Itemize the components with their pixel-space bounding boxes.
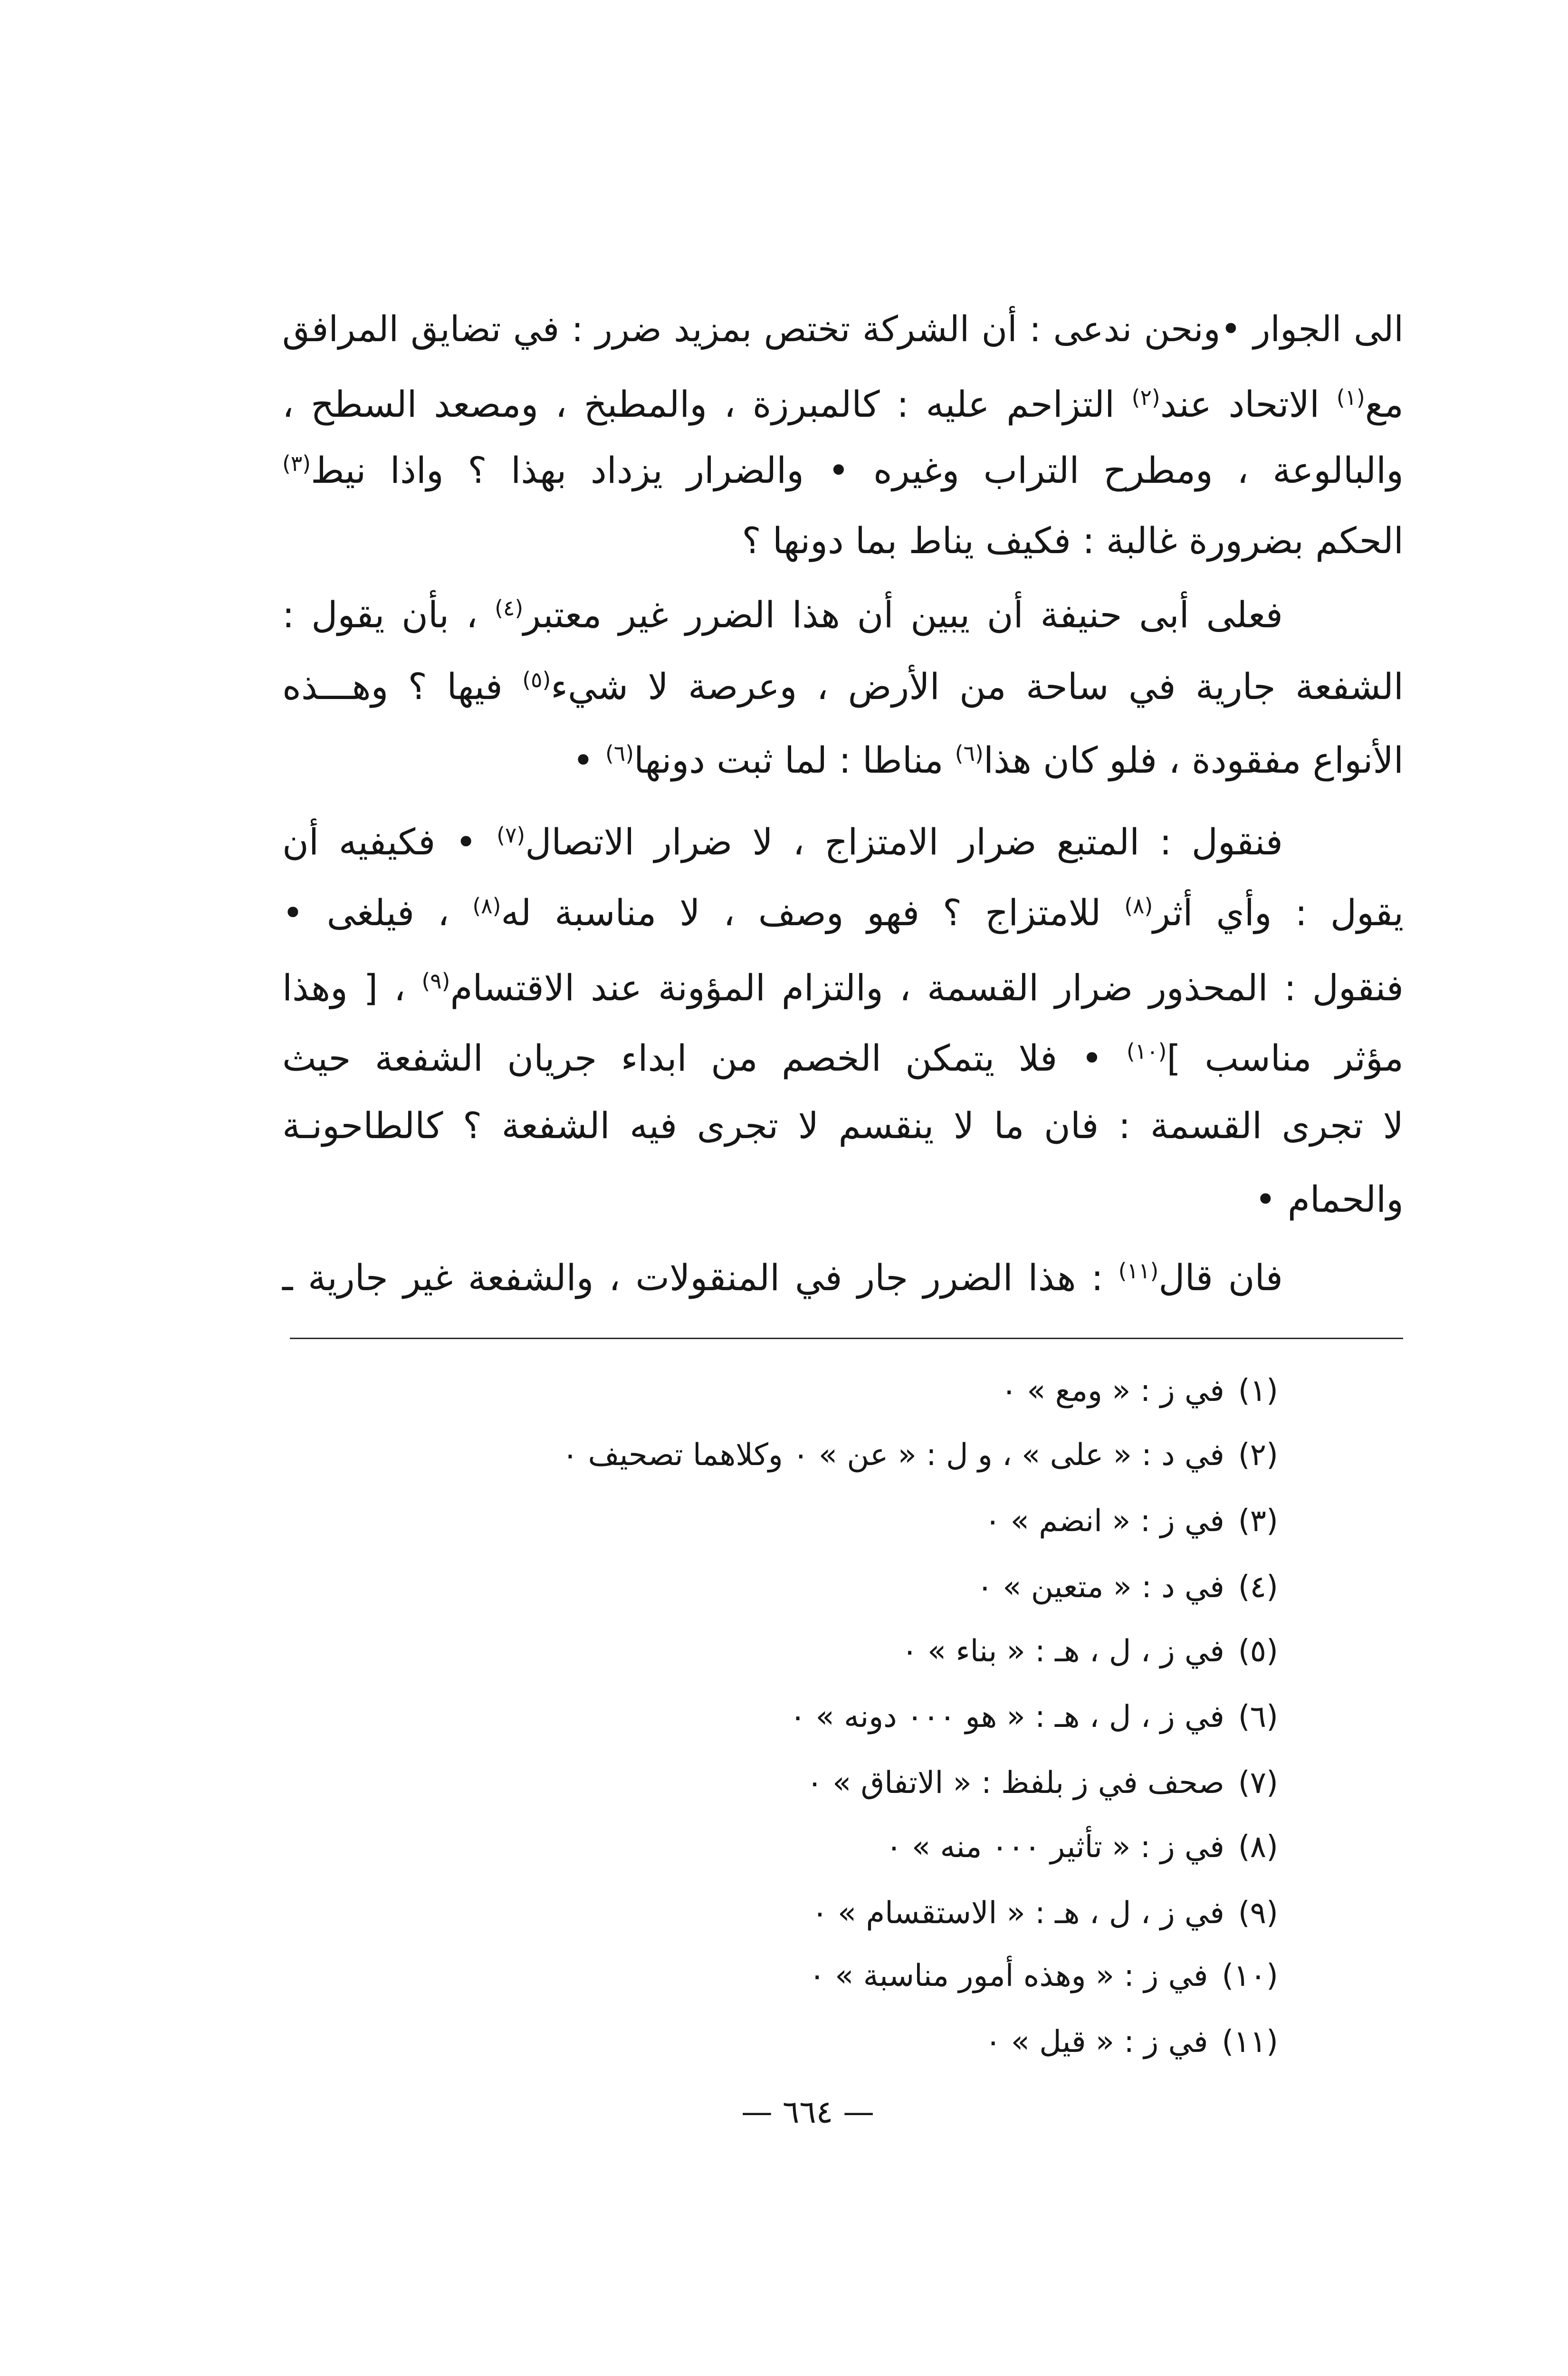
footnote-text: في ز : « قيل » ٠ [985, 2024, 1208, 2060]
line-text: : هذا الضرر جار في المنقولات ، والشفعة غير جارية ـ [282, 1256, 1119, 1299]
footnote-number: (٩) [1238, 1896, 1278, 1931]
line-text: ، [ وهذا [282, 967, 422, 1009]
footnote-text: في د : « متعين » ٠ [976, 1570, 1224, 1605]
line-text: ، بأن يقول : [282, 594, 495, 636]
footnote-ref: (٧) [497, 822, 526, 848]
line-text: فنقول : المحذور ضرار القسمة ، والتزام المؤونة عند الاقتسام [450, 967, 1404, 1009]
footnote [282, 1495, 1278, 1547]
footnote-ref: (٨) [472, 893, 501, 919]
footnote-number: (٥) [1238, 1634, 1278, 1669]
line-text: الى الجوار •ونحن ندعى : أن الشركة تختص بمزيد ضرر : في تضايق المرافق [282, 309, 1404, 350]
footnote [282, 1821, 1278, 1873]
footnote [282, 1887, 1278, 1939]
line-text: لا تجرى القسمة : فان ما لا ينقسم لا تجرى فيه الشفعة ؟ كالطاحونـة [282, 1104, 1404, 1147]
page-number: — ٦٦٤ — [741, 2094, 875, 2130]
body-line [282, 510, 1404, 572]
footnote-number: (٣) [1238, 1504, 1278, 1539]
line-content [282, 967, 1404, 1009]
body-line [282, 882, 1404, 944]
footnote-ref: (٩) [421, 968, 450, 994]
line-text: فعلى أبى حنيفة أن يبين أن هذا الضرر غير معتبر [523, 594, 1283, 636]
line-content [282, 891, 1404, 934]
footnote-text: في ز : « وهذه أمور مناسبة » ٠ [809, 1958, 1208, 1993]
line-content [282, 383, 1404, 425]
line-content [282, 594, 1283, 636]
line-text: فيها ؟ وهـــذه [282, 665, 523, 708]
line-text: مناطا : لما ثبت دونها [634, 739, 955, 781]
line-text: الاتحاد عند [1160, 383, 1337, 425]
footnote-text: في ز : « تأثير ٠٠٠ منه » ٠ [886, 1830, 1224, 1865]
line-content [282, 1256, 1283, 1299]
footnote-text: في ز ، ل ، هـ : « بناء » ٠ [901, 1634, 1224, 1669]
line-content [282, 449, 1404, 491]
footnote-number: (٦) [1238, 1699, 1278, 1734]
line-content [282, 821, 1283, 863]
line-content [282, 1037, 1404, 1079]
line-text: التزاحم عليه : كالمبرزة ، والمطبخ ، ومصعد السطح ، [282, 383, 1132, 425]
body-line [282, 1247, 1283, 1309]
footnote [282, 2016, 1278, 2068]
footnote-number: (٨) [1238, 1830, 1278, 1865]
footnote [282, 1757, 1278, 1809]
footnote-ref: (٤) [495, 595, 524, 621]
body-line [282, 1095, 1404, 1157]
body-line [282, 584, 1283, 646]
footnote-rule [290, 1338, 1403, 1339]
line-text: فان قال [1158, 1256, 1283, 1299]
footnote-number: (٤) [1238, 1570, 1278, 1605]
footnote-ref: (١١) [1118, 1258, 1159, 1284]
footnote [282, 1950, 1278, 2002]
footnote [282, 1429, 1278, 1481]
body-line [282, 298, 1404, 360]
line-text: فنقول : المتبع ضرار الامتزاج ، لا ضرار الاتصال [525, 821, 1283, 863]
footnote-number: (١٠) [1222, 1958, 1278, 1993]
footnote-ref: (٨) [1124, 893, 1153, 919]
line-text: الأنواع مفقودة ، فلو كان هذا [983, 739, 1404, 781]
line-text: والبالوعة ، ومطرح التراب وغيره • والضرار يزداد بهذا ؟ واذا نيط [311, 449, 1404, 491]
line-text: • [572, 739, 605, 781]
body-line [282, 1169, 1404, 1230]
footnote-text: صحف في ز بلفظ : « الاتفاق » ٠ [806, 1765, 1224, 1801]
body-line [282, 656, 1404, 718]
footnote [282, 1625, 1278, 1677]
line-text: الحكم بضرورة غالبة : فكيف يناط بما دونها ؟ [742, 519, 1404, 562]
footnote-text: في د : « على » ، و ل : « عن » ٠ وكلاهما تصحيف ٠ [562, 1437, 1224, 1473]
line-text: والحمام • [1254, 1178, 1404, 1220]
line-text: مع [1365, 383, 1404, 425]
body-line [282, 1027, 1404, 1089]
footnote-number: (٧) [1238, 1765, 1278, 1801]
line-text: • فكيفيه أن [282, 821, 497, 863]
footnote-ref: (١٠) [1126, 1038, 1167, 1064]
body-line [282, 729, 1404, 791]
footnote-number: (١١) [1222, 2024, 1278, 2060]
line-text: مؤثر مناسب ] [1166, 1037, 1404, 1079]
footnote-ref: (٥) [522, 667, 551, 692]
line-content [282, 309, 1404, 350]
line-content [573, 739, 1404, 781]
line-content [282, 1104, 1404, 1147]
footnote-text: في ز ، ل ، هـ : « هو ٠٠٠ دونه » ٠ [789, 1699, 1224, 1734]
footnote-text: في ز : « انضم » ٠ [985, 1504, 1224, 1539]
footnote-ref: (٦) [955, 740, 984, 766]
footnote-ref: (٦) [605, 740, 634, 766]
footnote-ref: (٣) [282, 450, 311, 476]
footnote-ref: (٢) [1131, 384, 1160, 410]
footnote [282, 1365, 1278, 1417]
footnote-ref: (١) [1336, 384, 1365, 410]
line-content [282, 665, 1404, 708]
line-text: • فلا يتمكن الخصم من ابداء جريان الشفعة حيث [282, 1037, 1127, 1079]
line-content [742, 519, 1404, 562]
footnote [282, 1561, 1278, 1613]
footnote-text: في ز ، ل ، هـ : « الاستقسام » ٠ [812, 1896, 1224, 1931]
footnote-number: (١) [1238, 1373, 1278, 1408]
line-text: للامتزاج ؟ فهو وصف ، لا مناسبة له [501, 891, 1125, 934]
body-line [282, 811, 1283, 873]
body-line [282, 957, 1404, 1019]
footnote-text: في ز : « ومع » ٠ [1001, 1373, 1224, 1408]
line-text: ، فيلغى • [282, 891, 473, 934]
body-line [282, 440, 1404, 501]
line-text: يقول : وأي أثر [1153, 891, 1404, 934]
footnote-number: (٢) [1238, 1437, 1278, 1473]
footnote [282, 1691, 1278, 1743]
line-content [1255, 1178, 1404, 1220]
body-line [282, 374, 1404, 435]
line-text: الشفعة جارية في ساحة من الأرض ، وعرصة لا شيء [551, 665, 1404, 708]
